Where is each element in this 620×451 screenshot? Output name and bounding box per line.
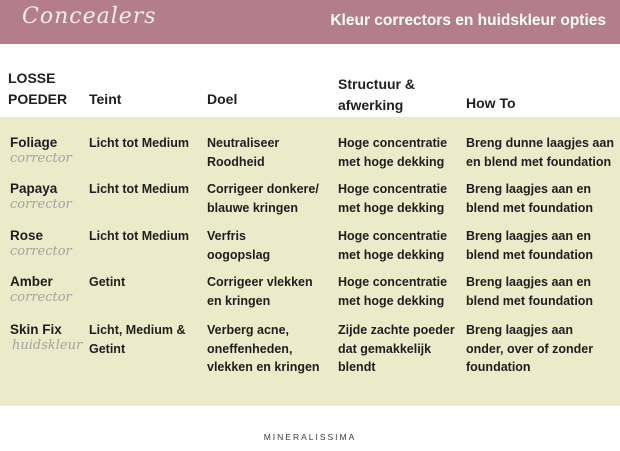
column-header-product [8, 68, 67, 110]
product-name: Foliage [10, 135, 58, 150]
column-header-doel: Doel [207, 91, 238, 107]
product-type: corrector [10, 151, 72, 166]
product-name: Rose [10, 228, 44, 243]
howto-cell [466, 180, 620, 217]
product-cell [10, 227, 72, 259]
header-banner [0, 0, 620, 44]
teint-cell [89, 180, 199, 199]
howto-line: Breng laagjes aan en [466, 229, 592, 243]
product-name: Papaya [10, 181, 58, 196]
howto-cell [466, 321, 620, 377]
teint-cell [89, 273, 199, 292]
column-header-howto: How To [466, 95, 516, 111]
structuur-line: blendt [338, 360, 376, 374]
doel-line: oneffenheden, [207, 341, 293, 356]
brand-logo: MINERALISSIMA [263, 432, 357, 442]
teint-line: Getint [89, 275, 126, 289]
doel-cell [207, 273, 332, 310]
howto-line: onder, over of zonder [466, 341, 594, 356]
howto-line: blend met foundation [466, 200, 594, 215]
column-header-structuur-line-2: afwerking [338, 97, 404, 113]
teint-line: Getint [89, 341, 126, 356]
howto-line: foundation [466, 360, 531, 374]
doel-line: Neutraliseer [207, 136, 280, 150]
structuur-cell [338, 227, 463, 264]
howto-line: en blend met foundation [466, 154, 612, 169]
teint-cell [89, 134, 199, 153]
structuur-line: Hoge concentratie [338, 182, 448, 196]
column-header-product-line-1: LOSSE [8, 70, 56, 86]
doel-line: Roodheid [207, 154, 265, 169]
doel-cell [207, 227, 332, 264]
structuur-line: Zijde zachte poeder [338, 323, 455, 337]
teint-line: Licht tot Medium [89, 136, 189, 150]
product-type: corrector [10, 244, 72, 259]
doel-line: blauwe kringen [207, 200, 298, 215]
doel-cell [207, 180, 332, 217]
structuur-line: met hoge dekking [338, 247, 445, 262]
table-body [0, 117, 620, 406]
doel-line: Corrigeer vlekken [207, 275, 313, 289]
teint-line: Licht tot Medium [89, 229, 189, 243]
howto-cell [466, 134, 620, 171]
product-cell [10, 180, 72, 212]
column-header-product-line-2: POEDER [8, 91, 68, 107]
structuur-line: met hoge dekking [338, 154, 445, 169]
structuur-line: Hoge concentratie [338, 229, 448, 243]
product-name: Amber [10, 274, 53, 289]
structuur-line: dat gemakkelijk [338, 341, 432, 356]
column-header-teint: Teint [89, 91, 122, 107]
structuur-cell [338, 273, 463, 310]
column-header-structuur [338, 74, 415, 116]
doel-line: Verberg acne, [207, 323, 289, 337]
howto-line: Breng dunne laagjes aan [466, 136, 614, 150]
product-type: huidskleur [12, 338, 83, 353]
structuur-line: Hoge concentratie [338, 275, 448, 289]
howto-line: Breng laagjes aan [466, 323, 573, 337]
product-cell [10, 134, 72, 166]
structuur-line: met hoge dekking [338, 200, 445, 215]
product-cell [10, 321, 82, 353]
doel-line: Corrigeer donkere/ [207, 182, 319, 196]
doel-line: oogopslag [207, 247, 271, 262]
product-type: corrector [10, 290, 72, 305]
script-title: Concealers [22, 4, 157, 29]
product-cell [10, 273, 72, 305]
product-type: corrector [10, 197, 72, 212]
doel-line: vlekken en kringen [207, 360, 320, 374]
teint-cell [89, 227, 199, 246]
page-title: Kleur correctors en huidskleur opties [330, 12, 606, 29]
howto-cell [466, 227, 620, 264]
howto-line: blend met foundation [466, 293, 594, 308]
teint-cell [89, 321, 199, 358]
structuur-line: Hoge concentratie [338, 136, 448, 150]
doel-cell [207, 134, 332, 171]
howto-line: Breng laagjes aan en [466, 182, 592, 196]
doel-line: Verfris [207, 229, 246, 243]
teint-line: Licht tot Medium [89, 182, 189, 196]
column-header-structuur-line-1: Structuur & [338, 76, 415, 92]
structuur-cell [338, 321, 463, 377]
doel-cell [207, 321, 332, 377]
doel-line: en kringen [207, 293, 271, 308]
structuur-cell [338, 134, 463, 171]
structuur-cell [338, 180, 463, 217]
howto-line: Breng laagjes aan en [466, 275, 592, 289]
structuur-line: met hoge dekking [338, 293, 445, 308]
howto-line: blend met foundation [466, 247, 594, 262]
howto-cell [466, 273, 620, 310]
teint-line: Licht, Medium & [89, 323, 186, 337]
product-name: Skin Fix [10, 322, 62, 337]
